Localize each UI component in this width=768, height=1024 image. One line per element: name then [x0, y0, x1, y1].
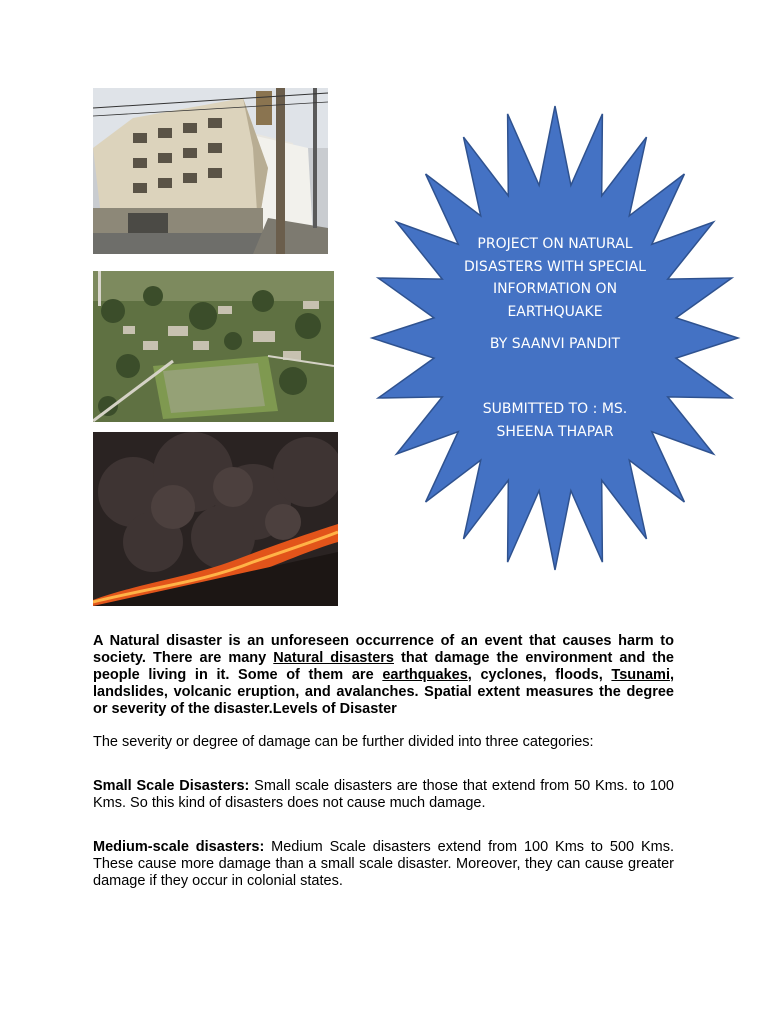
earthquakes-link[interactable]: earthquakes	[382, 667, 468, 683]
small-scale-paragraph: Small Scale Disasters: Small scale disasters are those that extend from 50 Kms. to 100 Kms. So this kind of disasters does not cause much damage.	[93, 778, 674, 811]
project-title: PROJECT ON NATURAL DISASTERS WITH SPECIAL INFORMATION ON EARTHQUAKE	[464, 236, 646, 320]
severity-paragraph: The severity or degree of damage can be further divided into three categories:	[93, 734, 594, 750]
aerial-damage-photo	[93, 271, 334, 422]
submitted-to-line: SUBMITTED TO : MS. SHEENA THAPAR	[482, 401, 628, 440]
medium-scale-label: Medium-scale disasters:	[93, 839, 265, 855]
volcanic-fire-photo	[93, 432, 338, 606]
natural-disasters-link[interactable]: Natural disasters	[273, 650, 394, 666]
tsunami-link[interactable]: Tsunami	[611, 667, 670, 683]
author-line: BY SAANVI PANDIT	[489, 336, 621, 352]
title-starburst	[368, 102, 742, 574]
intro-paragraph: A Natural disaster is an unforeseen occurrence of an event that causes harm to society. There are many Natural disasters that damage the environment and the people living in it. Some of them are earthquakes, cyclones, floods, Tsunami, landslides, volcanic eruption, and avalanches. Spatial extent measures the degree or severity of the disaster.Levels of Disaster	[93, 633, 674, 717]
medium-scale-paragraph: Medium-scale disasters: Medium Scale disasters extend from 100 Kms to 500 Kms. These cause more damage than a small scale disaster. Moreover, they can cause greater damage if they occur in colonial states.	[93, 839, 674, 889]
small-scale-label: Small Scale Disasters:	[93, 778, 250, 794]
earthquake-building-photo	[93, 88, 328, 254]
